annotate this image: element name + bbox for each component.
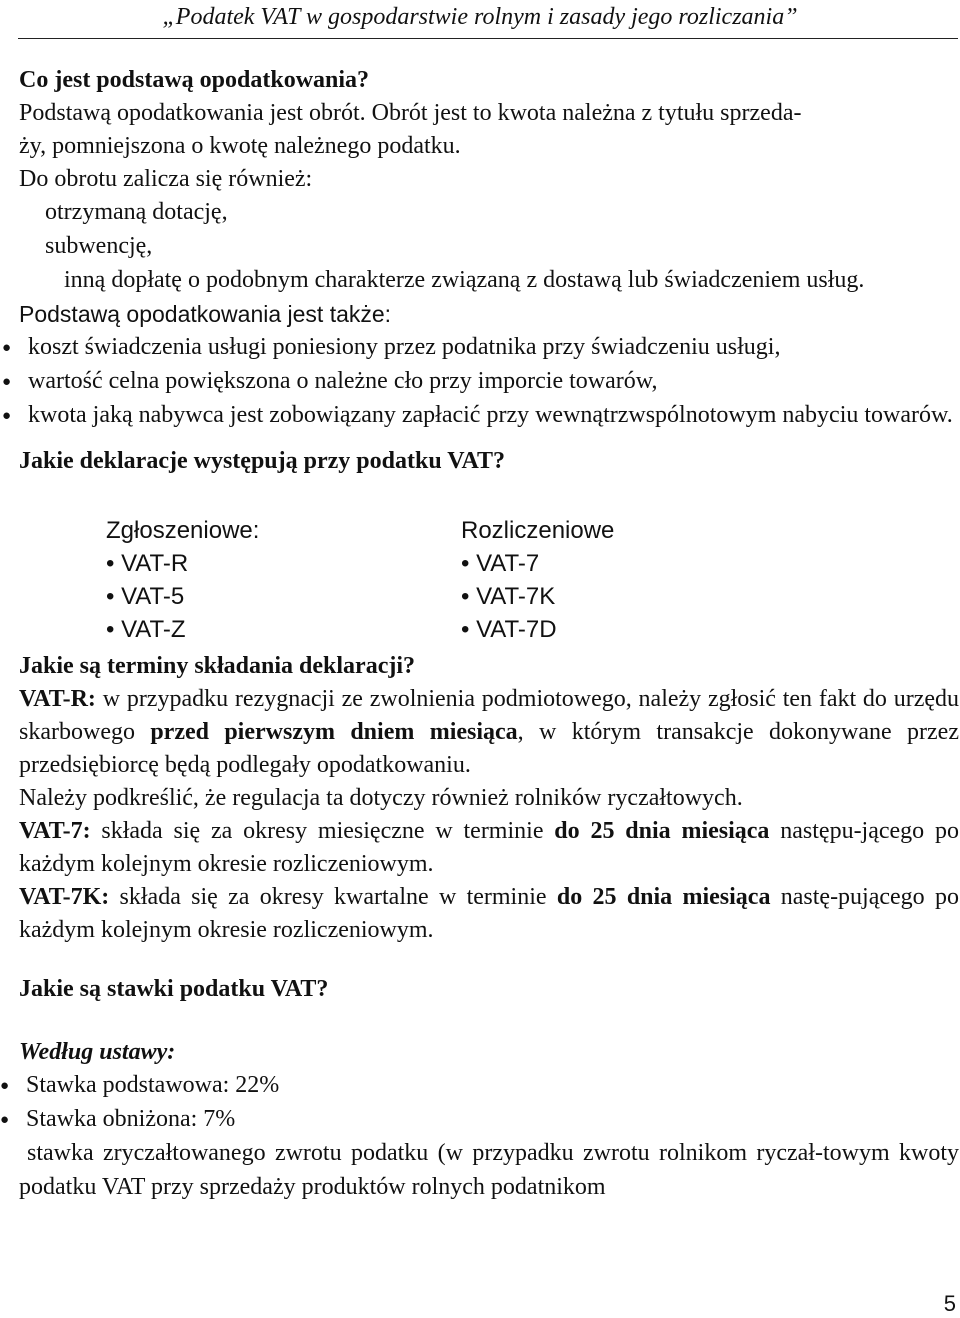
list-item (2, 399, 959, 433)
list-item-text: VAT-7D (476, 616, 557, 643)
heading-deadlines: Jakie są terminy składania deklaracji? (19, 653, 416, 679)
list-item-text: koszt świadczenia usługi poniesiony przez podatnika przy świadczeniu usługi, (28, 334, 781, 360)
bullet-icon: ● (2, 340, 12, 356)
list-item-text: Stawka podstawowa: 22% (26, 1072, 280, 1098)
bullet-icon: ● (0, 1078, 10, 1094)
label-vat-7k: VAT-7K: (19, 884, 110, 910)
list-item-text: VAT-5 (121, 583, 185, 610)
text-vat-r-part2: , w którym transakcje dokonywane przez przedsiębiorcę będą podlegały opodatkowaniu. (19, 719, 959, 778)
text-vat-7-part1: składa się za okresy miesięczne w terminie (90, 818, 555, 844)
label-vat-r: VAT-R: (19, 686, 96, 712)
paragraph-vat-7k (19, 881, 959, 947)
text-vat-7-part2: następu-jącego po każdym kolejnym okresie rozliczeniowym. (19, 818, 960, 877)
declarations-columns (19, 514, 959, 644)
emphasis-vat-7: do 25 dnia miesiąca (554, 818, 770, 844)
list-item (106, 613, 259, 646)
list-item (0, 1069, 959, 1103)
column-title: Rozliczeniowe (461, 517, 615, 544)
text-vat-r-part1: w przypadku rezygnacji ze zwolnienia podmiotowego, należy zgłosić ten fakt do urzędu skarbowego (19, 686, 959, 745)
list-item (19, 264, 959, 298)
bullet-icon: • (461, 550, 470, 577)
bullet-icon (19, 231, 45, 264)
header-rule (18, 38, 958, 39)
paragraph-turnover-line2: ży, pomniejszona o kwotę należnego podatku. (19, 133, 461, 159)
bullet-icon (38, 265, 64, 298)
page-content (0, 64, 960, 1204)
heading-tax-base: Co jest podstawą opodatkowania? (19, 67, 370, 93)
list-item (0, 1103, 959, 1137)
also-intro: Do obrotu zalicza się również: (19, 166, 313, 192)
subheading-by-law: Według ustawy: (19, 1039, 176, 1065)
bullet-icon: • (461, 616, 470, 643)
list-item-text: stawka zryczałtowanego zwrotu podatku (w przypadku zwrotu rolnikom ryczał-towym kwoty podatku VAT przy sprzedaży produktów rolnych podatnikom (19, 1140, 959, 1200)
paragraph-vat-7 (19, 815, 959, 881)
list-item-text: VAT-R (121, 550, 189, 577)
list-item (2, 365, 959, 399)
list-item (461, 613, 614, 646)
list-item (461, 547, 614, 580)
heading-declarations: Jakie deklaracje występują przy podatku VAT? (19, 448, 506, 474)
bullet-icon: ● (0, 1112, 10, 1128)
heading-rates: Jakie są stawki podatku VAT? (19, 976, 329, 1002)
list-item (106, 547, 259, 580)
list-item-text: VAT-Z (121, 616, 186, 643)
page-number: 5 (943, 1291, 956, 1316)
list-item (106, 580, 259, 613)
list-item-text: wartość celna powiększona o należne cło przy imporcie towarów, (28, 368, 658, 394)
bullet-icon: ● (2, 408, 12, 424)
column-registration (106, 514, 259, 646)
column-settlement (461, 514, 614, 646)
list-item-text: subwencję, (45, 233, 153, 259)
list-item (0, 1137, 959, 1204)
bullet-icon: • (461, 583, 470, 610)
bullet-icon: • (106, 583, 115, 610)
bullet-icon: • (106, 616, 115, 643)
list-item-text: VAT-7 (476, 550, 540, 577)
list-item (2, 331, 959, 365)
emphasis-vat-r: przed pierwszym dniem miesiąca (150, 719, 518, 745)
list-item-text: inną dopłatę o podobnym charakterze związaną z dostawą lub świadczeniem usług. (64, 267, 865, 293)
list-item (19, 230, 959, 264)
list-item-text: kwota jaką nabywca jest zobowiązany zapłacić przy wewnątrzwspólnotowym nabyciu towarów. (28, 402, 953, 428)
column-title: Zgłoszeniowe: (106, 517, 260, 544)
base-intro: Podstawą opodatkowania jest także: (19, 301, 392, 327)
emphasis-vat-7k: do 25 dnia miesiąca (556, 884, 771, 910)
text-vat-7k-part2: nastę-pującego po każdym kolejnym okresie rozliczeniowym. (19, 884, 959, 943)
list-item (461, 580, 614, 613)
list-item-text: VAT-7K (476, 583, 556, 610)
bullet-icon (19, 197, 45, 230)
label-vat-7: VAT-7: (19, 818, 91, 844)
bullet-icon (0, 1138, 27, 1171)
bullet-icon: ● (2, 374, 12, 390)
list-item (19, 196, 959, 230)
list-item-text: otrzymaną dotację, (45, 199, 228, 225)
text-vat-7k-part1: składa się za okresy kwartalne w terminie (109, 884, 557, 910)
paragraph-vat-r-note: Należy podkreślić, że regulacja ta dotyczy również rolników ryczałtowych. (19, 785, 743, 811)
list-item-text: Stawka obniżona: 7% (26, 1106, 236, 1132)
paragraph-vat-r (19, 683, 959, 782)
bullet-icon: • (106, 550, 115, 577)
paragraph-turnover-line1: Podstawą opodatkowania jest obrót. Obrót jest to kwota należna z tytułu sprzeda- (19, 100, 802, 126)
running-header: „Podatek VAT w gospodarstwie rolnym i zasady jego rozliczania” (162, 4, 798, 30)
